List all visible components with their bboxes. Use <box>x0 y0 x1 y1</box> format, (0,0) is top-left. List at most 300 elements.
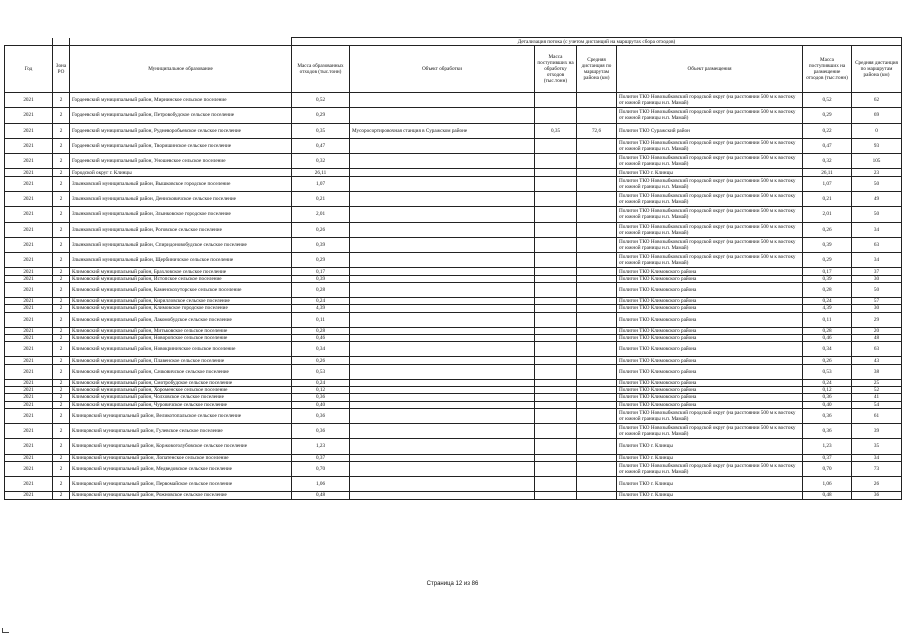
cell-placement-object: Полигон ТКО Новозыбковский городской округ (на расстоянии 500 м к востоку от южной границы н.п. Мамай) <box>617 424 803 439</box>
cell-processing-object <box>350 477 535 492</box>
cell-mass-placed: 0,39 <box>803 237 852 252</box>
cell-distance-processing <box>577 207 617 222</box>
cell-zone: 2 <box>53 305 70 312</box>
cell-processing-object <box>350 342 535 357</box>
cell-distance-processing <box>577 191 617 206</box>
cell-year: 2021 <box>5 123 53 138</box>
cell-zone: 2 <box>53 207 70 222</box>
table-row <box>5 401 902 408</box>
cell-zone: 2 <box>53 298 70 305</box>
cell-municipality: Клинцовский муниципальный район, Первомайское сельское поселение <box>70 477 292 492</box>
table-row <box>5 379 902 386</box>
cell-mass-generated: 0,29 <box>292 108 350 123</box>
cell-mass-placed: 0,39 <box>803 275 852 282</box>
cell-distance-processing <box>577 439 617 454</box>
cell-zone: 2 <box>53 282 70 297</box>
cell-processing-object <box>350 169 535 176</box>
cell-municipality: Городской округ г. Клинцы <box>70 169 292 176</box>
cell-placement-object: Полигон ТКО Новозыбковский городской округ (на расстоянии 500 м к востоку от южной границы н.п. Мамай) <box>617 176 803 191</box>
cell-year: 2021 <box>5 424 53 439</box>
cell-zone: 2 <box>53 357 70 364</box>
table-row <box>5 176 902 191</box>
waste-flow-table <box>4 37 902 500</box>
col-header-year: Год <box>5 46 53 93</box>
cell-placement-object: Полигон ТКО Новозыбковский городской округ (на расстоянии 500 м к востоку от южной границы н.п. Мамай) <box>617 237 803 252</box>
cell-mass-generated: 26,11 <box>292 169 350 176</box>
cell-placement-object: Полигон ТКО Новозыбковский городской округ (на расстоянии 500 м к востоку от южной границы н.п. Мамай) <box>617 222 803 237</box>
cell-mass-generated: 0,32 <box>292 154 350 169</box>
cell-distance-processing <box>577 282 617 297</box>
cell-processing-object <box>350 108 535 123</box>
cell-zone: 2 <box>53 342 70 357</box>
table-row <box>5 207 902 222</box>
cell-municipality: Гордеевский муниципальный район, Мирнинское сельское поселение <box>70 93 292 108</box>
cell-distance-processing <box>577 357 617 364</box>
cell-distance-processing <box>577 394 617 401</box>
cell-placement-object: Полигон ТКО Климовского района <box>617 268 803 275</box>
cell-zone: 2 <box>53 268 70 275</box>
cell-zone: 2 <box>53 176 70 191</box>
cell-distance-placement: 54 <box>852 401 902 408</box>
cell-mass-placed: 2,01 <box>803 207 852 222</box>
cell-processing-object <box>350 207 535 222</box>
cell-mass-generated: 0,21 <box>292 191 350 206</box>
cell-placement-object: Полигон ТКО Климовского района <box>617 312 803 327</box>
table-row <box>5 169 902 176</box>
table-row <box>5 305 902 312</box>
header-row <box>5 46 902 93</box>
cell-placement-object: Полигон ТКО Климовского района <box>617 327 803 334</box>
cell-distance-placement: 63 <box>852 237 902 252</box>
cell-year: 2021 <box>5 387 53 394</box>
cell-municipality: Клинцовский муниципальный район, Великотопальское сельское поселение <box>70 408 292 423</box>
cell-placement-object: Полигон ТКО Климовского района <box>617 282 803 297</box>
cell-placement-object: Полигон ТКО Новозыбковский городской округ (на расстоянии 500 м к востоку от южной границы н.п. Мамай) <box>617 108 803 123</box>
table-row <box>5 327 902 334</box>
cell-year: 2021 <box>5 191 53 206</box>
cell-placement-object: Полигон ТКО Климовского района <box>617 275 803 282</box>
cell-year: 2021 <box>5 492 53 499</box>
cell-mass-processed <box>535 334 577 341</box>
cell-mass-placed: 0,46 <box>803 334 852 341</box>
cell-municipality: Гордеевский муниципальный район, Петровобудское сельское поселение <box>70 108 292 123</box>
table-row <box>5 357 902 364</box>
cell-processing-object <box>350 305 535 312</box>
cell-processing-object <box>350 176 535 191</box>
cell-distance-placement: 50 <box>852 282 902 297</box>
table-row <box>5 454 902 461</box>
cell-municipality: Клинцовский муниципальный район, Медведовское сельское поселение <box>70 461 292 476</box>
table-row <box>5 408 902 423</box>
cell-mass-processed <box>535 461 577 476</box>
cell-mass-processed <box>535 477 577 492</box>
cell-zone: 2 <box>53 123 70 138</box>
cell-year: 2021 <box>5 477 53 492</box>
cell-mass-processed <box>535 305 577 312</box>
cell-distance-placement: 73 <box>852 461 902 476</box>
cell-year: 2021 <box>5 312 53 327</box>
cell-municipality: Злынковский муниципальный район, Злынковское городское поселение <box>70 207 292 222</box>
cell-distance-processing <box>577 454 617 461</box>
cell-mass-generated: 0,28 <box>292 327 350 334</box>
cell-distance-placement: 39 <box>852 424 902 439</box>
cell-distance-placement: 30 <box>852 275 902 282</box>
cell-municipality: Клинцовский муниципальный район, Рожновское сельское поселение <box>70 492 292 499</box>
cell-mass-processed <box>535 207 577 222</box>
cell-distance-placement: 63 <box>852 342 902 357</box>
cell-distance-placement: 20 <box>852 327 902 334</box>
cell-mass-generated: 0,11 <box>292 312 350 327</box>
col-header-mass-processed: Масса поступивших на обработку отходов (тыс.тонн) <box>535 46 577 93</box>
cell-municipality: Злынковский муниципальный район, Денисковичское сельское поселение <box>70 191 292 206</box>
cell-zone: 2 <box>53 253 70 268</box>
cell-mass-processed <box>535 454 577 461</box>
cell-mass-processed <box>535 492 577 499</box>
cell-year: 2021 <box>5 342 53 357</box>
table-caption: Детализация потока (с учетом дистанций на маршрутах сбора отходов) <box>292 38 902 46</box>
cell-mass-generated: 1,06 <box>292 477 350 492</box>
cell-municipality: Климовский муниципальный район, Каменскохуторское сельское поселение <box>70 282 292 297</box>
cell-municipality: Климовский муниципальный район, Лакомобудское сельское поселение <box>70 312 292 327</box>
col-header-mass-generated: Масса образованных отходов (тыс.тонн) <box>292 46 350 93</box>
cell-mass-placed: 0,36 <box>803 424 852 439</box>
cell-municipality: Климовский муниципальный район, Новоропское сельское поселение <box>70 334 292 341</box>
cell-mass-generated: 4,39 <box>292 305 350 312</box>
cell-processing-object <box>350 492 535 499</box>
table-row <box>5 191 902 206</box>
cell-mass-placed: 1,07 <box>803 176 852 191</box>
cell-distance-processing <box>577 401 617 408</box>
cell-processing-object <box>350 237 535 252</box>
cell-municipality: Климовский муниципальный район, Истопское сельское поселение <box>70 275 292 282</box>
cell-placement-object: Полигон ТКО Климовского района <box>617 342 803 357</box>
cell-zone: 2 <box>53 379 70 386</box>
cell-mass-processed <box>535 387 577 394</box>
cell-processing-object <box>350 138 535 153</box>
cell-mass-generated: 0,24 <box>292 379 350 386</box>
table-row <box>5 439 902 454</box>
cell-municipality: Гордеевский муниципальный район, Рудневоробьевское сельское поселение <box>70 123 292 138</box>
cell-municipality: Клинцовский муниципальный район, Коржовоголубовское сельское поселение <box>70 439 292 454</box>
cell-processing-object <box>350 282 535 297</box>
cell-processing-object <box>350 191 535 206</box>
cell-distance-processing <box>577 154 617 169</box>
cell-placement-object: Полигон ТКО Суражский район <box>617 123 803 138</box>
cell-year: 2021 <box>5 237 53 252</box>
cell-mass-placed: 0,24 <box>803 379 852 386</box>
cell-processing-object <box>350 327 535 334</box>
cell-zone: 2 <box>53 477 70 492</box>
cell-distance-placement: 29 <box>852 312 902 327</box>
cell-mass-generated: 0,53 <box>292 364 350 379</box>
cell-mass-processed <box>535 401 577 408</box>
cell-year: 2021 <box>5 327 53 334</box>
cell-mass-placed: 0,11 <box>803 312 852 327</box>
cell-year: 2021 <box>5 298 53 305</box>
cell-processing-object <box>350 408 535 423</box>
cell-mass-generated: 0,52 <box>292 93 350 108</box>
cell-distance-processing <box>577 387 617 394</box>
cell-mass-placed: 0,24 <box>803 298 852 305</box>
cell-placement-object: Полигон ТКО Климовского района <box>617 305 803 312</box>
cell-processing-object <box>350 424 535 439</box>
cell-processing-object <box>350 154 535 169</box>
cell-year: 2021 <box>5 334 53 341</box>
table-row <box>5 342 902 357</box>
cell-distance-placement: 69 <box>852 108 902 123</box>
cell-mass-placed: 0,40 <box>803 401 852 408</box>
cell-processing-object <box>350 439 535 454</box>
cell-zone: 2 <box>53 275 70 282</box>
cell-distance-processing <box>577 312 617 327</box>
cell-year: 2021 <box>5 222 53 237</box>
cell-processing-object: Мусоросортировочная станция в Суражском районе <box>350 123 535 138</box>
cell-placement-object: Полигон ТКО Климовского района <box>617 401 803 408</box>
cell-mass-processed <box>535 379 577 386</box>
cell-mass-placed: 0,29 <box>803 108 852 123</box>
cell-mass-processed <box>535 169 577 176</box>
cell-distance-placement: 37 <box>852 268 902 275</box>
cell-processing-object <box>350 357 535 364</box>
cell-distance-placement: 26 <box>852 477 902 492</box>
cell-zone: 2 <box>53 108 70 123</box>
cell-mass-generated: 0,39 <box>292 275 350 282</box>
table-row <box>5 154 902 169</box>
cell-distance-placement: 30 <box>852 305 902 312</box>
cell-processing-object <box>350 275 535 282</box>
table-row <box>5 123 902 138</box>
cell-placement-object: Полигон ТКО Новозыбковский городской округ (на расстоянии 500 м к востоку от южной границы н.п. Мамай) <box>617 461 803 476</box>
cell-processing-object <box>350 93 535 108</box>
table-row <box>5 268 902 275</box>
cell-year: 2021 <box>5 357 53 364</box>
cell-mass-generated: 0,36 <box>292 424 350 439</box>
cell-municipality: Злынковский муниципальный район, Спиридоновобудское сельское поселение <box>70 237 292 252</box>
cell-distance-processing <box>577 492 617 499</box>
cell-mass-generated: 1,23 <box>292 439 350 454</box>
cell-placement-object: Полигон ТКО Новозыбковский городской округ (на расстоянии 500 м к востоку от южной границы н.п. Мамай) <box>617 191 803 206</box>
cell-distance-processing <box>577 334 617 341</box>
cell-distance-placement: 41 <box>852 394 902 401</box>
cell-processing-object <box>350 364 535 379</box>
cell-year: 2021 <box>5 439 53 454</box>
cell-processing-object <box>350 312 535 327</box>
cell-zone: 2 <box>53 424 70 439</box>
cell-distance-placement: 34 <box>852 454 902 461</box>
cell-mass-generated: 2,01 <box>292 207 350 222</box>
cell-distance-processing <box>577 237 617 252</box>
cell-zone: 2 <box>53 394 70 401</box>
col-header-placement-object: Объект размещения <box>617 46 803 93</box>
cell-mass-processed <box>535 253 577 268</box>
cell-mass-processed <box>535 176 577 191</box>
cell-municipality: Гордеевский муниципальный район, Творишинское сельское поселение <box>70 138 292 153</box>
cell-mass-processed <box>535 282 577 297</box>
table-row <box>5 312 902 327</box>
cell-mass-placed: 0,36 <box>803 408 852 423</box>
cell-processing-object <box>350 461 535 476</box>
caption-row <box>5 38 902 46</box>
cell-placement-object: Полигон ТКО Климовского района <box>617 387 803 394</box>
table-row <box>5 477 902 492</box>
col-header-zone: Зона РО <box>53 46 70 93</box>
cell-distance-processing <box>577 93 617 108</box>
cell-year: 2021 <box>5 253 53 268</box>
cell-municipality: Климовский муниципальный район, Смотробудское сельское поселение <box>70 379 292 386</box>
cell-distance-placement: 52 <box>852 387 902 394</box>
col-header-municipality: Муниципальное образование <box>70 46 292 93</box>
table-row <box>5 222 902 237</box>
cell-placement-object: Полигон ТКО Климовского района <box>617 379 803 386</box>
cell-placement-object: Полигон ТКО Климовского района <box>617 298 803 305</box>
cell-zone: 2 <box>53 454 70 461</box>
cell-municipality: Климовский муниципальный район, Сачковичское сельское поселение <box>70 364 292 379</box>
cell-mass-generated: 0,47 <box>292 138 350 153</box>
cell-mass-processed <box>535 327 577 334</box>
cell-zone: 2 <box>53 439 70 454</box>
cell-zone: 2 <box>53 387 70 394</box>
cell-mass-placed: 0,53 <box>803 364 852 379</box>
cell-mass-generated: 0,24 <box>292 298 350 305</box>
col-header-mass-placed: Масса поступивших на размещение отходов (тыс.тонн) <box>803 46 852 93</box>
cell-municipality: Климовский муниципальный район, Чолховское сельское поселение <box>70 394 292 401</box>
cell-distance-processing <box>577 477 617 492</box>
cell-distance-placement: 25 <box>852 379 902 386</box>
cell-year: 2021 <box>5 379 53 386</box>
cell-mass-generated: 0,48 <box>292 492 350 499</box>
cell-year: 2021 <box>5 93 53 108</box>
cell-mass-placed: 0,21 <box>803 191 852 206</box>
cell-processing-object <box>350 253 535 268</box>
table-row <box>5 298 902 305</box>
col-header-processing-object: Объект обработки <box>350 46 535 93</box>
table-row <box>5 282 902 297</box>
cell-year: 2021 <box>5 108 53 123</box>
table-row <box>5 387 902 394</box>
cell-distance-processing <box>577 424 617 439</box>
cell-processing-object <box>350 298 535 305</box>
cell-year: 2021 <box>5 282 53 297</box>
table-row <box>5 461 902 476</box>
table-row <box>5 424 902 439</box>
cell-zone: 2 <box>53 138 70 153</box>
cell-distance-processing <box>577 253 617 268</box>
cell-distance-processing <box>577 222 617 237</box>
cell-mass-generated: 1,07 <box>292 176 350 191</box>
cell-mass-processed <box>535 237 577 252</box>
cell-distance-placement: 43 <box>852 357 902 364</box>
cell-zone: 2 <box>53 408 70 423</box>
cell-placement-object: Полигон ТКО Климовского района <box>617 334 803 341</box>
cell-mass-processed <box>535 342 577 357</box>
cell-municipality: Климовский муниципальный район, Кирилловское сельское поселение <box>70 298 292 305</box>
cell-municipality: Климовский муниципальный район, Брахловское сельское поселение <box>70 268 292 275</box>
cell-zone: 2 <box>53 461 70 476</box>
cell-mass-generated: 0,36 <box>292 394 350 401</box>
cell-placement-object: Полигон ТКО Климовского района <box>617 357 803 364</box>
cell-distance-placement: 61 <box>852 408 902 423</box>
cell-distance-processing: 72,6 <box>577 123 617 138</box>
table-row <box>5 492 902 499</box>
cell-distance-processing <box>577 176 617 191</box>
cell-distance-placement: 0 <box>852 123 902 138</box>
cell-placement-object: Полигон ТКО Климовского района <box>617 364 803 379</box>
cell-year: 2021 <box>5 268 53 275</box>
cell-distance-placement: 35 <box>852 439 902 454</box>
cell-mass-placed: 4,39 <box>803 305 852 312</box>
cell-mass-generated: 0,12 <box>292 387 350 394</box>
table-row <box>5 334 902 341</box>
table-row <box>5 108 902 123</box>
cell-mass-processed <box>535 275 577 282</box>
col-header-distance-placement: Средняя дистанция по маршрутам района (км) <box>852 46 902 93</box>
cell-municipality: Климовский муниципальный район, Митьковское сельское поселение <box>70 327 292 334</box>
cell-zone: 2 <box>53 312 70 327</box>
cell-mass-generated: 0,46 <box>292 334 350 341</box>
cell-mass-generated: 0,40 <box>292 401 350 408</box>
cell-year: 2021 <box>5 169 53 176</box>
cell-distance-processing <box>577 305 617 312</box>
table-row <box>5 237 902 252</box>
cell-distance-placement: 34 <box>852 253 902 268</box>
cell-municipality: Климовский муниципальный район, Чуровичское сельское поселение <box>70 401 292 408</box>
col-header-distance-processing: Средняя дистанция по маршрутам района (км) <box>577 46 617 93</box>
cell-year: 2021 <box>5 207 53 222</box>
cell-mass-processed <box>535 424 577 439</box>
cell-year: 2021 <box>5 275 53 282</box>
cell-distance-placement: 49 <box>852 191 902 206</box>
table-row <box>5 93 902 108</box>
cell-placement-object: Полигон ТКО Новозыбковский городской округ (на расстоянии 500 м к востоку от южной границы н.п. Мамай) <box>617 408 803 423</box>
cell-mass-placed: 0,70 <box>803 461 852 476</box>
cell-mass-generated: 0,70 <box>292 461 350 476</box>
table-row <box>5 364 902 379</box>
cell-mass-placed: 1,23 <box>803 439 852 454</box>
cell-placement-object: Полигон ТКО Климовского района <box>617 394 803 401</box>
cell-placement-object: Полигон ТКО Новозыбковский городской округ (на расстоянии 500 м к востоку от южной границы н.п. Мамай) <box>617 253 803 268</box>
cell-distance-processing <box>577 169 617 176</box>
cell-mass-processed <box>535 364 577 379</box>
cell-mass-processed <box>535 108 577 123</box>
cell-year: 2021 <box>5 461 53 476</box>
cell-zone: 2 <box>53 154 70 169</box>
cell-distance-processing <box>577 364 617 379</box>
cell-mass-processed <box>535 191 577 206</box>
cell-municipality: Злынковский муниципальный район, Роговское сельское поселение <box>70 222 292 237</box>
cell-mass-generated: 0,37 <box>292 454 350 461</box>
cell-zone: 2 <box>53 401 70 408</box>
cell-processing-object <box>350 379 535 386</box>
cell-municipality: Климовский муниципальный район, Климовское городское поселение <box>70 305 292 312</box>
cell-distance-placement: 93 <box>852 138 902 153</box>
cell-municipality: Клинцовский муниципальный район, Лопатенское сельское поселение <box>70 454 292 461</box>
cell-processing-object <box>350 401 535 408</box>
cell-processing-object <box>350 222 535 237</box>
cell-placement-object: Полигон ТКО г. Клинцы <box>617 439 803 454</box>
cell-mass-processed <box>535 268 577 275</box>
cell-mass-generated: 0,35 <box>292 123 350 138</box>
corner-mark <box>2 628 9 633</box>
cell-year: 2021 <box>5 408 53 423</box>
cell-mass-processed <box>535 93 577 108</box>
cell-mass-generated: 0,26 <box>292 357 350 364</box>
cell-zone: 2 <box>53 237 70 252</box>
cell-mass-processed <box>535 357 577 364</box>
cell-distance-placement: 23 <box>852 169 902 176</box>
cell-zone: 2 <box>53 334 70 341</box>
cell-distance-placement: 48 <box>852 334 902 341</box>
cell-distance-processing <box>577 327 617 334</box>
